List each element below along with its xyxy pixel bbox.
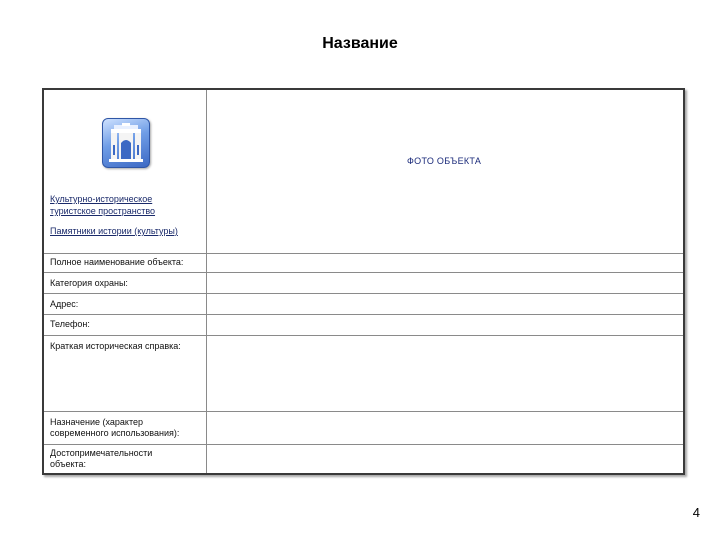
field-label-history: Краткая историческая справка:: [50, 341, 181, 351]
category-link-line1[interactable]: Культурно-историческое: [50, 194, 153, 204]
slide-title: Название: [322, 35, 398, 52]
field-value-attractions[interactable]: [207, 445, 683, 473]
field-label-purpose-line1: Назначение (характер: [50, 417, 143, 427]
object-card: [42, 88, 685, 475]
field-label-protection-category: Категория охраны:: [50, 278, 128, 288]
field-value-purpose[interactable]: [207, 412, 683, 444]
monument-gate-icon: [102, 118, 150, 168]
field-value-full-name[interactable]: [207, 254, 683, 272]
category-link-line2[interactable]: туристское пространство: [50, 206, 156, 216]
field-label-address: Адрес:: [50, 299, 79, 309]
field-label-attractions-line1: Достопримечательности: [50, 448, 153, 458]
field-value-address[interactable]: [207, 294, 683, 314]
field-label-phone: Телефон:: [50, 319, 90, 329]
field-label-full-name: Полное наименование объекта:: [50, 257, 184, 267]
field-value-history[interactable]: [207, 336, 683, 411]
field-label-purpose-line2: современного использования):: [50, 428, 180, 438]
field-value-phone[interactable]: [207, 315, 683, 335]
field-label-attractions-line2: объекта:: [50, 459, 87, 469]
field-value-protection-category[interactable]: [207, 273, 683, 293]
subcategory-link[interactable]: Памятники истории (культуры): [50, 226, 178, 236]
photo-placeholder-label: ФОТО ОБЪЕКТА: [407, 156, 482, 166]
page-number: 4: [692, 505, 700, 520]
